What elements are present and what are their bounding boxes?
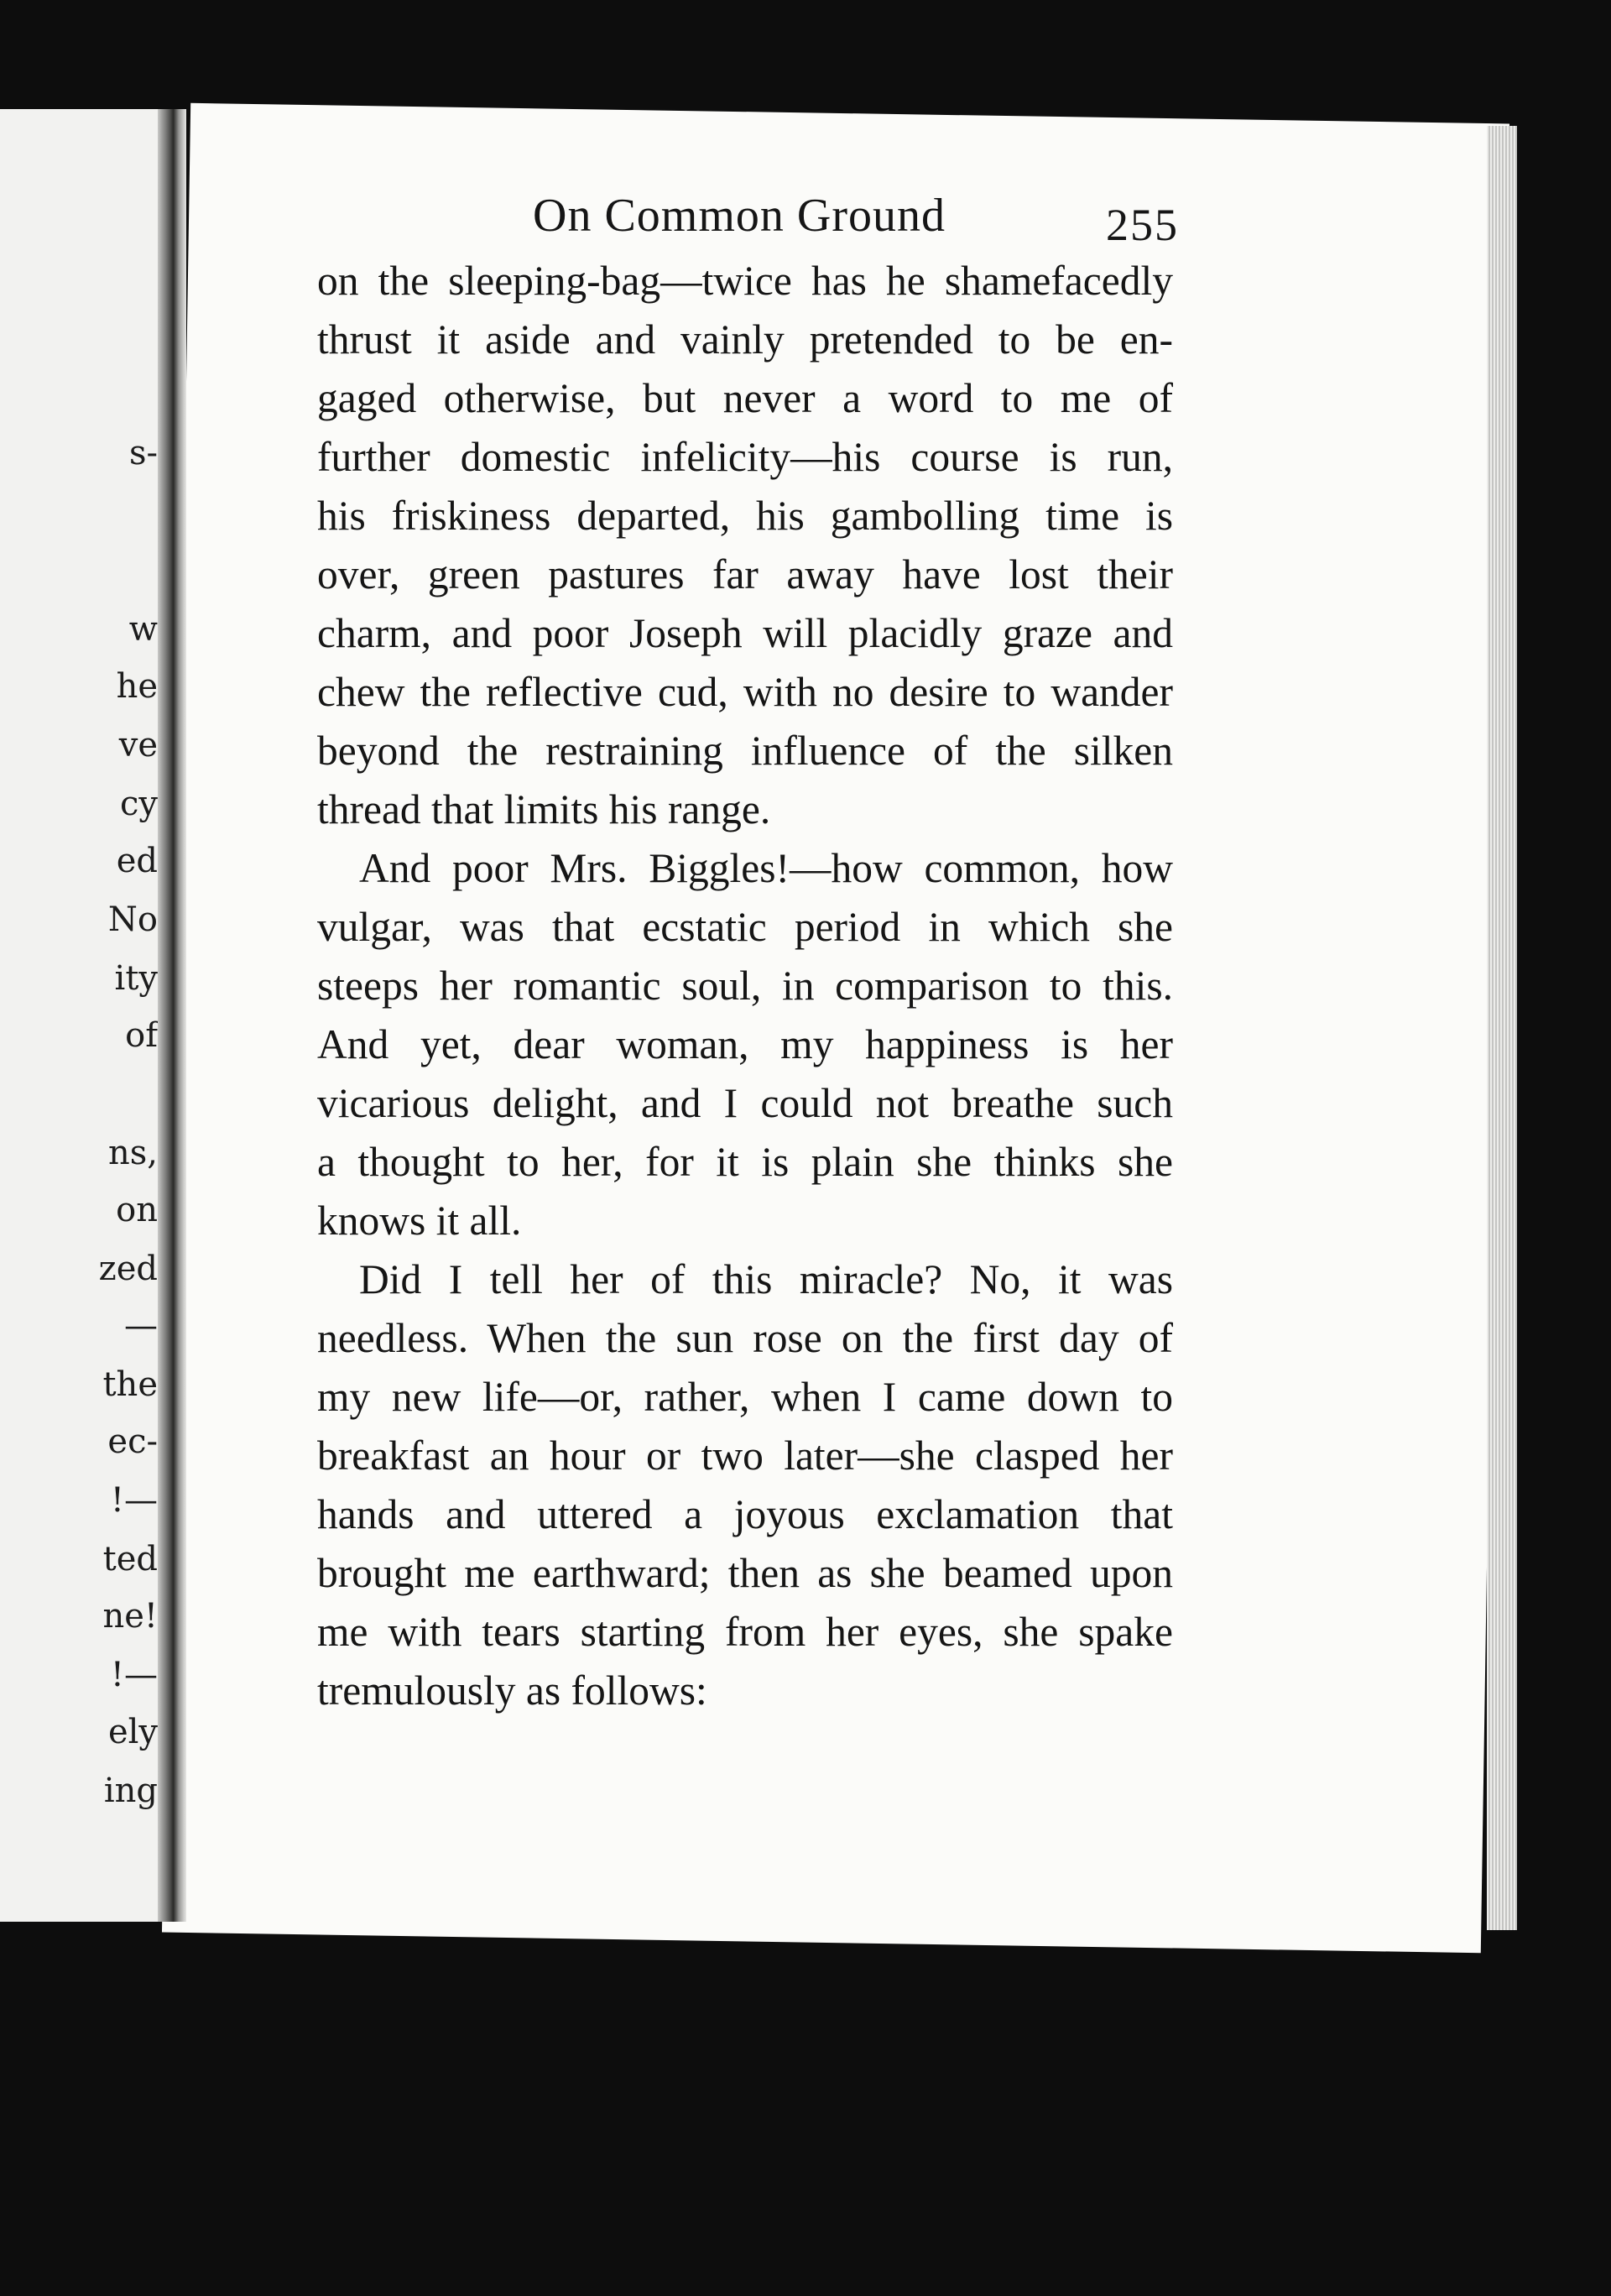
left-fragment: ec- [107, 1422, 158, 1461]
text-line: knows it all. [317, 1198, 522, 1244]
left-fragment: ity [114, 959, 158, 998]
text-line: And yet, dear woman, my happiness is her [317, 1021, 1173, 1067]
text-line: chew the reflective cud, with no desire to wander [317, 669, 1173, 715]
left-fragment: !— [110, 1656, 158, 1694]
left-fragment: ing [103, 1772, 158, 1810]
left-fragment: he [116, 667, 158, 706]
left-fragment: the [102, 1365, 158, 1404]
running-head [365, 189, 1179, 256]
left-fragment: ed [116, 842, 158, 880]
text-line: hands and uttered a joyous exclamation that [317, 1491, 1173, 1537]
left-fragment: on [116, 1191, 158, 1229]
text-line: his friskiness departed, his gambolling time is [317, 493, 1173, 539]
text-line: vicarious delight, and I could not breathe such [317, 1080, 1173, 1126]
text-line: vulgar, was that ecstatic period in which she [317, 904, 1173, 950]
body-text [317, 252, 1173, 1720]
page-number: 255 [1106, 200, 1179, 250]
left-page [0, 109, 168, 1922]
text-line: steeps her romantic soul, in comparison to this. [317, 963, 1173, 1009]
text-line: needless. When the sun rose on the first day of [317, 1315, 1173, 1361]
text-line: gaged otherwise, but never a word to me of [317, 375, 1173, 421]
running-title: On Common Ground [533, 190, 946, 242]
text-line: a thought to her, for it is plain she thinks she [317, 1139, 1173, 1185]
text-line: brought me earthward; then as she beamed upon [317, 1550, 1173, 1596]
text-line: thread that limits his range. [317, 786, 771, 832]
left-fragment: ely [107, 1713, 158, 1751]
text-line: Did I tell her of this miracle? No, it was [359, 1256, 1173, 1302]
text-line: over, green pastures far away have lost their [317, 551, 1173, 597]
left-fragment: zed [98, 1250, 158, 1288]
left-fragment: cy [120, 785, 158, 823]
text-line: breakfast an hour or two later—she clasped her [317, 1432, 1173, 1479]
text-line: further domestic infelicity—his course is run, [317, 434, 1173, 480]
text-line: on the sleeping-bag—twice has he shamefacedly [317, 258, 1173, 304]
left-fragment: s- [128, 434, 158, 472]
page-edge [1487, 126, 1517, 1930]
left-fragment: w [128, 610, 158, 649]
paragraph [317, 839, 1173, 1250]
paragraph [317, 252, 1173, 839]
left-fragment: ne! [102, 1597, 158, 1636]
left-fragment: No [107, 900, 158, 939]
text-line: my new life—or, rather, when I came down to [317, 1374, 1173, 1420]
left-fragment: — [124, 1307, 158, 1345]
left-fragment: ted [102, 1540, 158, 1578]
left-fragment: ns, [107, 1134, 158, 1172]
paragraph [317, 1250, 1173, 1720]
left-fragment: ve [118, 726, 158, 764]
text-line: thrust it aside and vainly pretended to be en- [317, 316, 1173, 363]
left-fragment: !— [110, 1481, 158, 1520]
text-line: charm, and poor Joseph will placidly graze and [317, 610, 1173, 656]
left-fragment: of [125, 1016, 158, 1055]
text-line: tremulously as follows: [317, 1667, 707, 1714]
text-line: me with tears starting from her eyes, she spake [317, 1609, 1173, 1655]
text-line: And poor Mrs. Biggles!—how common, how [359, 845, 1173, 891]
book-gutter [158, 109, 186, 1922]
text-line: beyond the restraining influence of the silken [317, 728, 1173, 774]
